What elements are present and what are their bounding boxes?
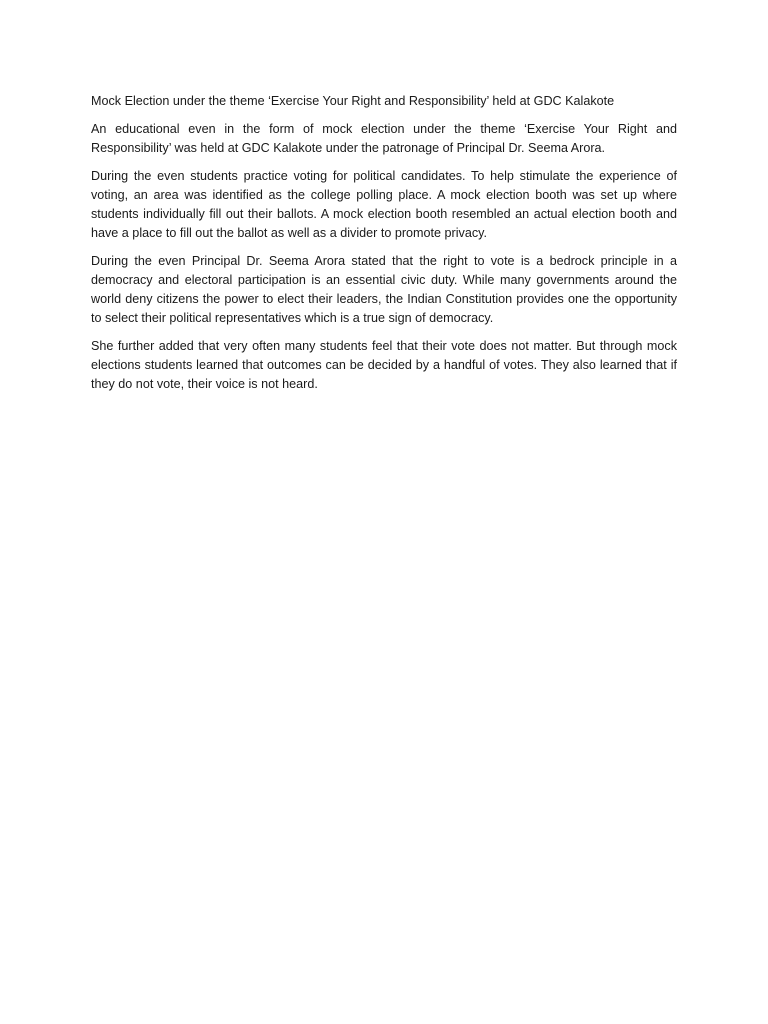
paragraph-conclusion: She further added that very often many students feel that their vote does not matter. But through mock elections students learned that outcomes can be decided by a handful of votes. They also learned that if they do not vote, their voice is not heard. — [91, 339, 677, 391]
paragraph-intro: An educational even in the form of mock election under the theme ‘Exercise Your Right and Responsibility’ was held at GDC Kalakote under the patronage of Principal Dr. Seema Arora. — [91, 122, 677, 155]
paragraph-principal-statement: During the even Principal Dr. Seema Arora stated that the right to vote is a bedrock principle in a democracy and electoral participation is an essential civic duty. While many governments around the world deny citizens the power to elect their leaders, the Indian Constitution provides one the opportunity to select their political representatives which is a true sign of democracy. — [91, 254, 677, 325]
document-body — [91, 92, 677, 403]
paragraph-voting-practice: During the even students practice voting for political candidates. To help stimulate the experience of voting, an area was identified as the college polling place. A mock election booth was set up where students individually fill out their ballots. A mock election booth resembled an actual election booth and have a place to fill out the ballot as well as a divider to promote privacy. — [91, 169, 677, 240]
document-title: Mock Election under the theme ‘Exercise Your Right and Responsibility’ held at GDC Kalakote — [91, 94, 615, 108]
